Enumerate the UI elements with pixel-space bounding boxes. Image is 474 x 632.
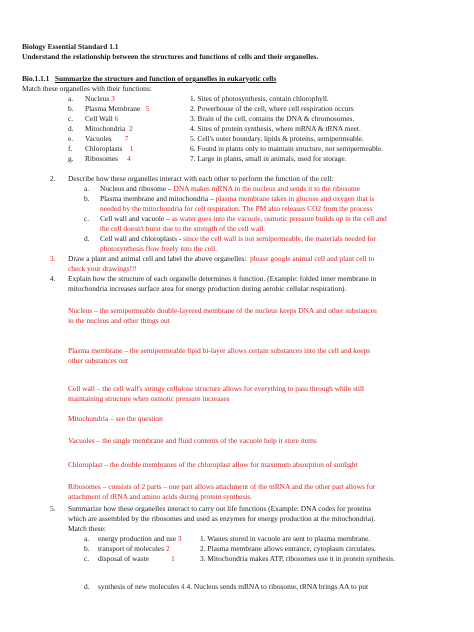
q5-letter: c. xyxy=(84,554,90,563)
q1-organelle: Ribosomes 4 xyxy=(85,154,131,163)
q2-prompt: Describe how these organelles interact with each other to perform the function of the cell: xyxy=(68,174,334,183)
q1-function: 2. Powerhouse of the cell, where cell respiration occurs xyxy=(190,104,354,113)
q4-prompt-cont: mitochondria increases surface area for energy production during aerobic cellular respiration). xyxy=(68,284,347,293)
q1-organelle: Cell Wall 6 xyxy=(85,114,119,123)
q2-letter: c. xyxy=(84,214,90,223)
q5-function: 1. Wastes stored in vacuole are sent to plasma membrane. xyxy=(200,534,371,543)
q5-prompt: Summarize how these organelles interact to carry out life functions (Example: DNA codes for proteins xyxy=(68,504,372,513)
q5-letter: a. xyxy=(84,534,90,543)
q2-item-b-cont: needed by the mitochondria for cell respiration. The PM also releases CO2 from the process xyxy=(100,204,373,213)
q5-function: 2. Plasma membrane allows entrance, cytoplasm circulates. xyxy=(200,544,376,553)
q1-function: 7. Large in plants, small in animals, used for storage. xyxy=(190,154,347,163)
q2-item-d-cont: photosynthesis flow freely into the cell. xyxy=(100,244,217,253)
q1-function: 5. Cell's outer boundary, lipids & proteins, semipermeable. xyxy=(190,134,364,143)
q1-function: 4. Sites of protein synthesis, where mRNA & tRNA meet. xyxy=(190,124,361,133)
q1-answer: 3 xyxy=(111,94,115,103)
q2-letter: d. xyxy=(84,234,90,243)
q4-answer-vacuoles: Vacuoles – the single membrane and fluid contents of the vacuole help it store items xyxy=(68,436,317,445)
q4-answer-cell-wall: Cell wall – the cell wall's stringy cellulose structure allows for everything to pass through while still xyxy=(68,384,365,393)
q2-item-d: Cell wall and chloroplasts - since the cell wall is not semipermeable, the materials needed for xyxy=(100,234,376,243)
q2-item-c: Cell wall and vacuole – as water goes into the vacuole, osmotic pressure builds up in the cell and xyxy=(100,214,387,223)
q5-letter: d. xyxy=(84,582,90,591)
doc-title: Biology Essential Standard 1.1 xyxy=(22,42,119,51)
q3-answer-cont: check your drawings!!! xyxy=(68,264,137,273)
q4-answer-chloroplast: Chloroplast – the double membranes of the chloroplast allow for maximum absorption of sunlight xyxy=(68,460,358,469)
q5-item: disposal of waste 1 xyxy=(98,554,175,563)
q5-number: 5. xyxy=(50,504,56,513)
q3-prompt: Draw a plant and animal cell and label the above organelles: please google animal cell and plant cell to xyxy=(68,254,375,263)
q2-item-a: Nucleus and ribosome – DNA makes mRNA in the nucleus and sends it to the ribosome xyxy=(100,184,361,193)
q4-number: 4. xyxy=(50,274,56,283)
objective-text: Summarize the structure and function of organelles in eukaryotic cells xyxy=(54,74,277,83)
q5-item: energy production and use 3 xyxy=(98,534,182,543)
q1-answer: 5 xyxy=(145,104,150,113)
q1-function: 6. Found in plants only to maintain structure, not semipermeable. xyxy=(190,144,383,153)
q5-prompt-cont: which are assembled by the ribosomes and used as enzymes for energy production at the mitochondria). xyxy=(68,514,376,523)
objective-heading xyxy=(22,74,276,83)
q4-answer-plasma-membrane-cont: other substances out xyxy=(68,356,128,365)
q4-answer-nucleus-cont: in the nucleus and other things out xyxy=(68,316,170,325)
q2-letter: b. xyxy=(84,194,90,203)
objective-number: Bio.1.1.1 xyxy=(22,74,50,83)
doc-subtitle: Understand the relationship between the structures and functions of cells and their organelles. xyxy=(22,52,319,61)
q5-item: transport of molecules 2 xyxy=(98,544,170,553)
q1-answer: 6 xyxy=(114,114,119,123)
q5-function: 3. Mitochondria makes ATP, ribosomes use it in protein synthesis. xyxy=(200,554,396,563)
q5-prompt-match: Match these: xyxy=(68,524,106,533)
q1-organelle: Plasma Membrane 5 xyxy=(85,104,150,113)
q2-number: 2. xyxy=(50,174,56,183)
q1-function: 3. Brain of the cell, contains the DNA & chromosomes. xyxy=(190,114,355,123)
q1-answer: 7 xyxy=(124,134,129,143)
q1-answer: 1 xyxy=(129,144,134,153)
q2-letter: a. xyxy=(84,184,90,193)
q1-organelle: Vacuoles 7 xyxy=(85,134,129,143)
q1-organelle: Nucleus 3 xyxy=(85,94,115,103)
q2-item-c-cont: the cell doesn't burst due to the strength of the cell wall. xyxy=(100,224,266,233)
q1-letter: c. xyxy=(68,114,74,123)
q1-prompt: Match these organelles with their functions: xyxy=(22,84,152,93)
q1-letter: e. xyxy=(68,134,74,143)
q5-item: synthesis of new molecules 4 4. Nucleus sends mRNA to ribosome, tRNA brings AA to put xyxy=(98,582,368,591)
q4-answer-mitochondria: Mitochondria – see the question xyxy=(68,414,163,423)
q4-answer-ribosomes: Ribosomes – consists of 2 parts – one part allows attachment of the mRNA and the other part allows for xyxy=(68,482,376,491)
q1-answer: 2 xyxy=(128,124,133,133)
q1-letter: a. xyxy=(68,94,74,103)
q5-letter: b. xyxy=(84,544,90,553)
q4-answer-ribosomes-cont: attachment of tRNA and amino acids during protein synthesis. xyxy=(68,492,253,501)
q1-letter: g. xyxy=(68,154,74,163)
q4-answer-nucleus: Nucleus – the semipermeable double-layered membrane of the nucleus keeps DNA and other substances xyxy=(68,306,377,315)
q1-organelle: Mitochondria 2 xyxy=(85,124,133,133)
q1-organelle: Chloroplasts 1 xyxy=(85,144,134,153)
q1-letter: d. xyxy=(68,124,74,133)
q4-answer-cell-wall-cont: maintaining structure when osmotic pressure increases xyxy=(68,394,230,403)
q1-letter: b. xyxy=(68,104,74,113)
q1-letter: f. xyxy=(68,144,73,153)
q4-answer-plasma-membrane: Plasma membrane – the semipermeable lipid bi-layer allows certain substances into the cell and keeps xyxy=(68,346,371,355)
q1-function: 1. Sites of photosynthesis, contain chlorophyll. xyxy=(190,94,329,103)
q3-number: 3. xyxy=(50,254,56,263)
q2-item-b: Plasma membrane and mitochondria – plasma membrane takes in glucose and oxygen that is xyxy=(100,194,375,203)
q1-answer: 4 xyxy=(127,154,131,163)
q4-prompt: Explain how the structure of each organelle determines it function. (Example: folded inner membrane in xyxy=(68,274,377,283)
